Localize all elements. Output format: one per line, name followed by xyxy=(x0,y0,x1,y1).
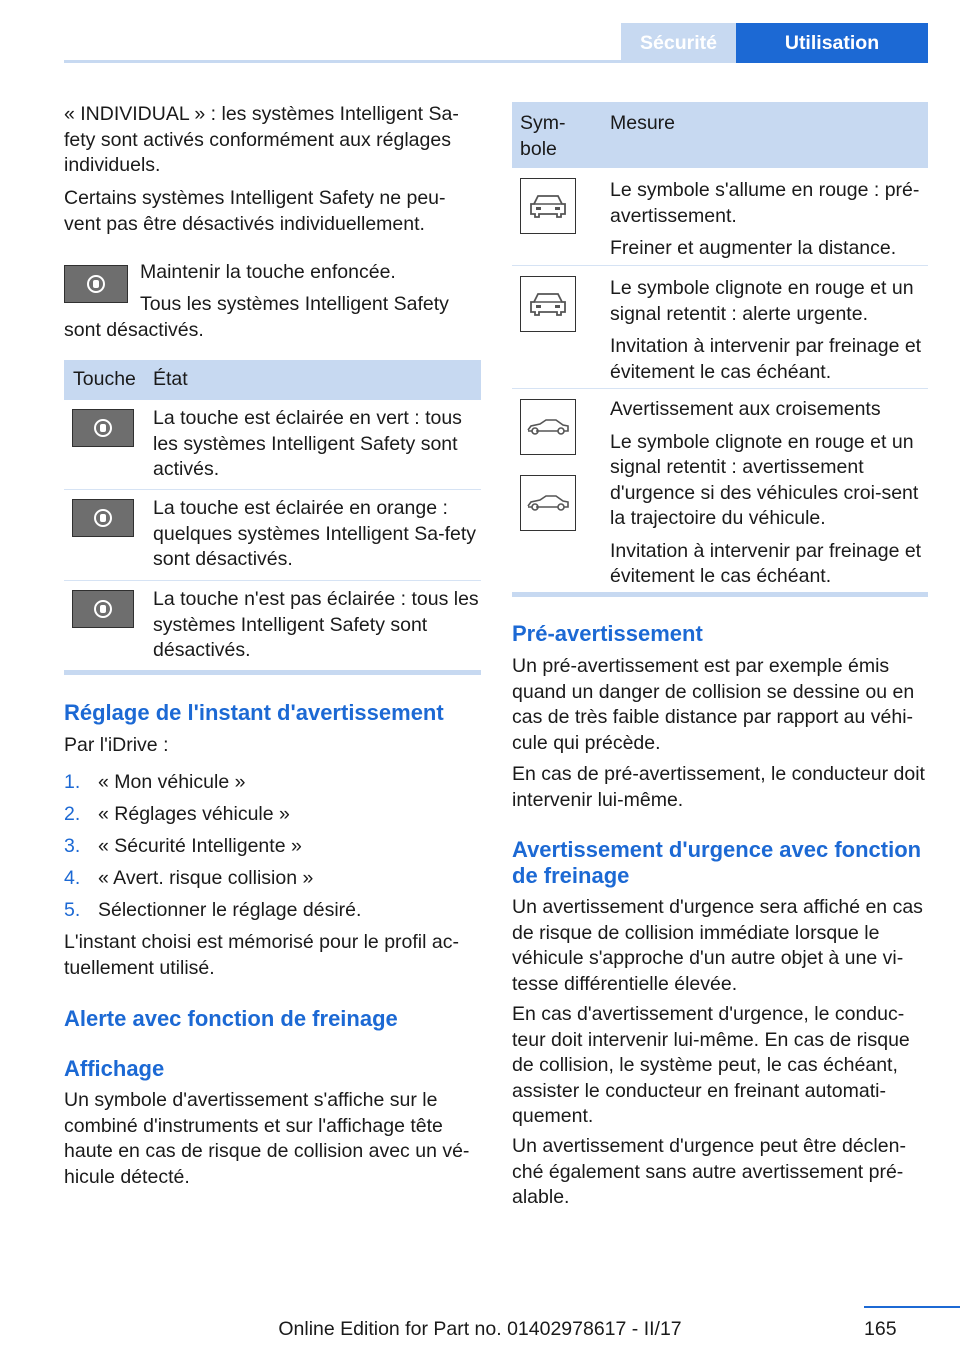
intelligent-safety-button-icon xyxy=(72,409,134,447)
measure-text: Freiner et augmenter la distance. xyxy=(610,237,897,259)
heading-pre-avertissement: Pré-avertissement xyxy=(512,621,703,646)
intelligent-safety-button-icon xyxy=(72,499,134,537)
measure-text: Invitation à intervenir par freinage et évitement le cas échéant. xyxy=(610,335,922,383)
heading-avertissement-urgence: Avertissement d'urgence avec fonction de freinage xyxy=(512,837,922,888)
pre-text-1: Un pré-avertissement est par exemple émis quand un danger de collision se dessine ou en cas de très faible distance par rapport au véhi-cule qui précède. xyxy=(512,655,915,754)
table-bottom-rule xyxy=(512,592,928,597)
table-row xyxy=(512,168,928,266)
table-row xyxy=(512,266,928,389)
col-header-touche: Touche xyxy=(73,368,136,390)
car-rear-warning-icon xyxy=(520,276,576,332)
heading-reglage: Réglage de l'instant d'avertissement xyxy=(64,700,444,725)
button-state-table xyxy=(64,360,481,675)
saved-text: L'instant choisi est mémorisé pour le profil ac-tuellement utilisé. xyxy=(64,931,459,979)
car-side-warning-icon xyxy=(520,475,576,531)
footer-rule xyxy=(864,1306,960,1308)
table-row xyxy=(64,400,481,490)
measure-text: Le symbole s'allume en rouge : pré-avertissement. xyxy=(610,179,920,227)
idrive-intro: Par l'iDrive : xyxy=(64,734,169,756)
car-side-warning-icon xyxy=(520,399,576,455)
table-header xyxy=(64,360,481,400)
table-row xyxy=(512,389,928,592)
page-number: 165 xyxy=(864,1318,897,1340)
table-row xyxy=(64,490,481,581)
list-item: 2. « Réglages véhicule » xyxy=(64,803,290,825)
urgence-text-1: Un avertissement d'urgence sera affiché en cas de risque de collision immédiate lorsque le véhicule s'approche d'un autre objet à une vi-tesse différentielle élevée. xyxy=(512,896,923,995)
measure-text: Invitation à intervenir par freinage et évitement le cas échéant. xyxy=(610,539,922,587)
car-rear-warning-icon xyxy=(520,178,576,234)
col-header-symbole: Sym-bole xyxy=(520,112,566,160)
settings-steps-list xyxy=(64,766,481,926)
heading-affichage: Affichage xyxy=(64,1056,165,1081)
all-deactivated-text: Tous les systèmes Intelligent Safety sont désactivés. xyxy=(64,293,449,341)
intelligent-safety-button-icon xyxy=(72,590,134,628)
state-text: La touche est éclairée en vert : tous les systèmes Intelligent Safety sont activés. xyxy=(153,407,462,480)
list-item: 5. Sélectionner le réglage désiré. xyxy=(64,899,362,921)
state-text: La touche n'est pas éclairée : tous les systèmes Intelligent Safety sont désactivés. xyxy=(153,588,479,661)
table-header xyxy=(512,102,928,168)
paragraph-not-deactivatable: Certains systèmes Intelligent Safety ne peu-vent pas être désactivés individuellement. xyxy=(64,187,446,235)
table-row xyxy=(64,581,481,670)
hold-button-instruction: Maintenir la touche enfoncée. xyxy=(140,261,396,283)
state-text: La touche est éclairée en orange : quelques systèmes Intelligent Sa-fety sont désactivés. xyxy=(153,497,477,570)
list-item: 3. « Sécurité Intelligente » xyxy=(64,835,302,857)
urgence-text-3: Un avertissement d'urgence peut être déclen-ché également sans autre avertissement pré-alable. xyxy=(512,1135,906,1208)
table-bottom-rule xyxy=(64,670,481,675)
measure-text: Le symbole clignote en rouge et un signal retentit : alerte urgente. xyxy=(610,277,914,325)
heading-alerte: Alerte avec fonction de freinage xyxy=(64,1006,398,1031)
measure-text: Le symbole clignote en rouge et un signal retentit : avertissement d'urgence si des véhicules croi-sent la trajectoire du véhicule. xyxy=(610,430,919,529)
footer-edition: Online Edition for Part no. 01402978617 - II/17 xyxy=(278,1318,682,1340)
col-header-etat: État xyxy=(153,368,188,390)
pre-text-2: En cas de pré-avertissement, le conducteur doit intervenir lui-même. xyxy=(512,763,925,811)
paragraph-individual: « INDIVIDUAL » : les systèmes Intelligent Sa-fety sont activés conformément aux réglages individuels. xyxy=(64,103,459,176)
symbol-measure-table xyxy=(512,102,928,597)
list-item: 4. « Avert. risque collision » xyxy=(64,867,314,889)
affichage-text: Un symbole d'avertissement s'affiche sur le combiné d'instruments et sur l'affichage tête haute en cas de risque de collision avec un vé-hicule détecté. xyxy=(64,1089,470,1188)
measure-text: Avertissement aux croisements xyxy=(610,398,881,420)
header-section-tab: Sécurité xyxy=(621,23,736,63)
urgence-text-2: En cas d'avertissement d'urgence, le conduc-teur doit intervenir lui-même. En cas de risque de collision, le système peut, le cas échéant, assister le conducteur en freinant automati-quement. xyxy=(512,1003,910,1127)
col-header-mesure: Mesure xyxy=(610,112,676,134)
header-chapter-tab: Utilisation xyxy=(736,23,928,63)
list-item: 1. « Mon véhicule » xyxy=(64,771,246,793)
